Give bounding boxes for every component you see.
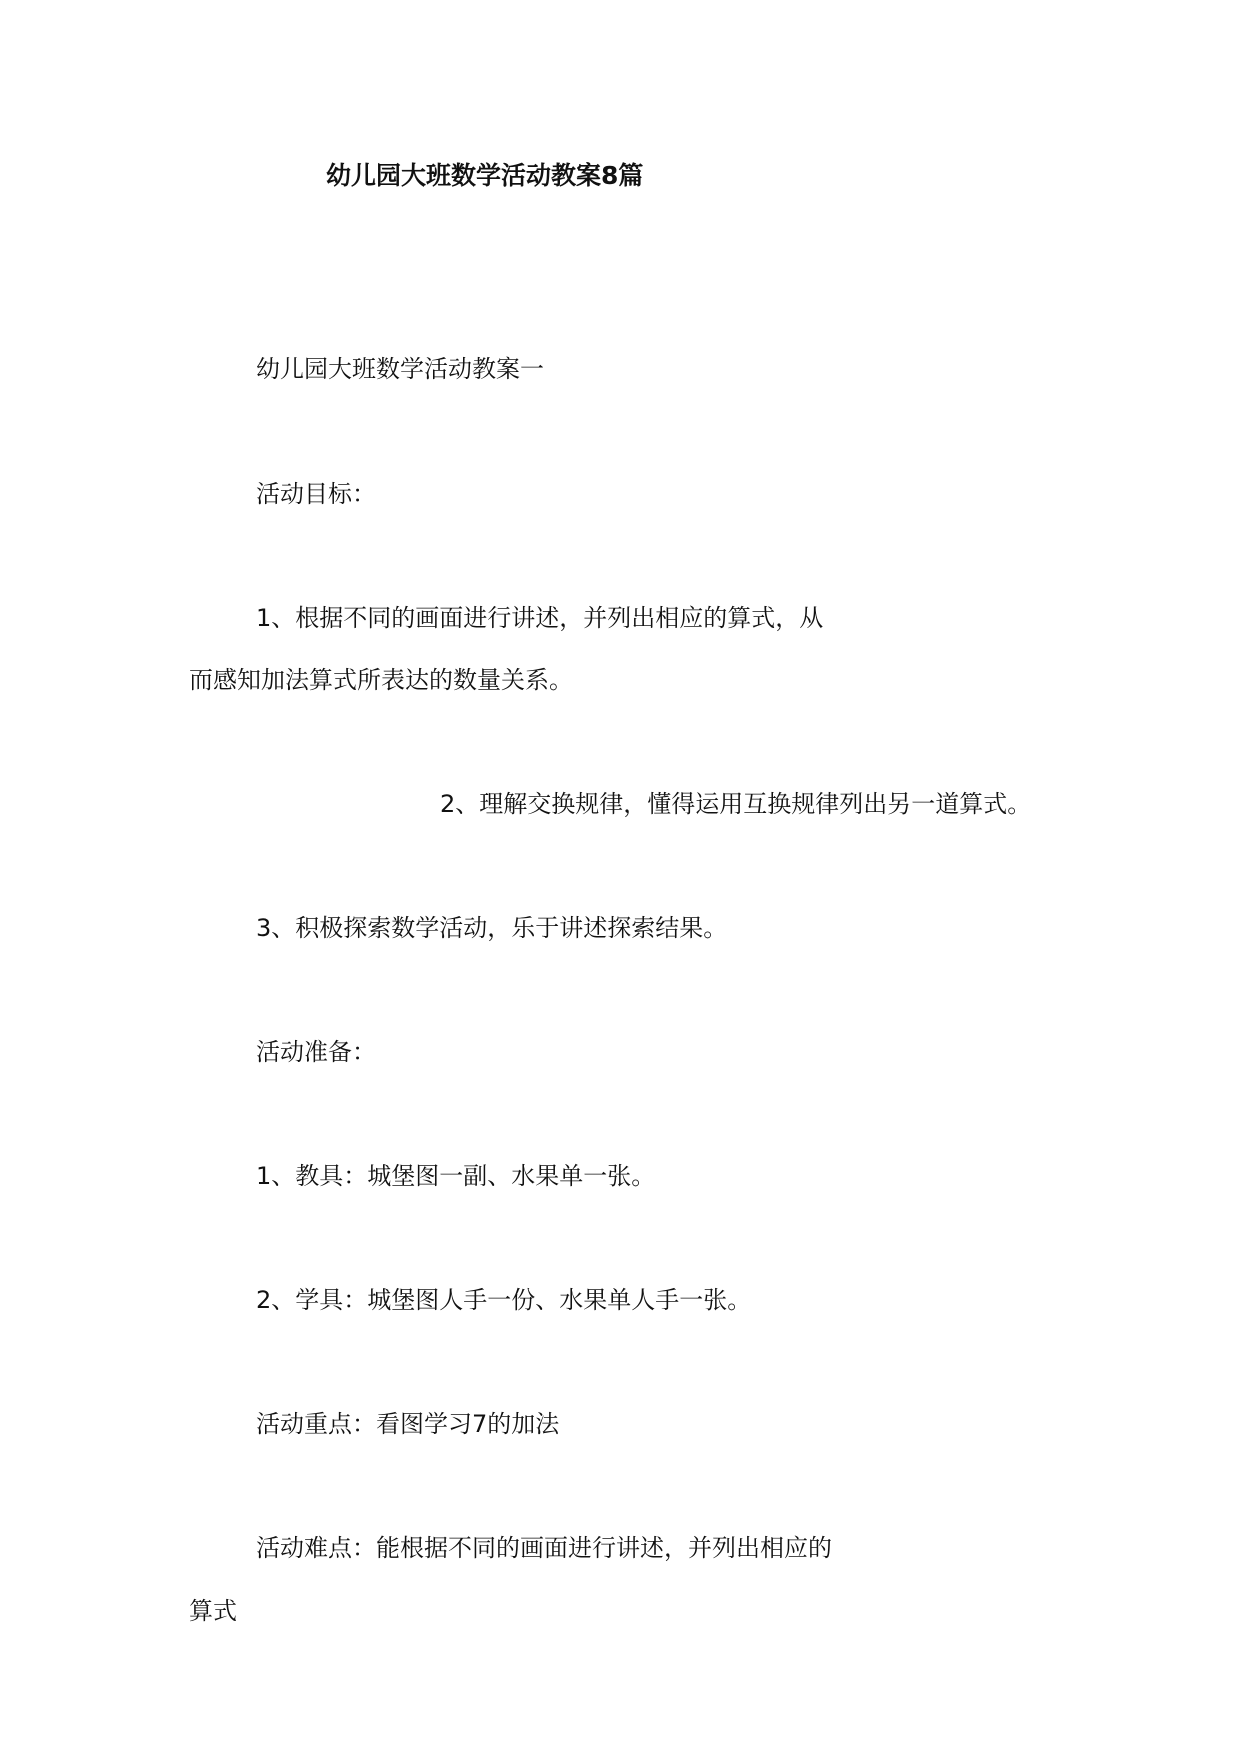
paragraph-line: 活动目标：	[256, 480, 376, 508]
paragraph-line: 2、学具：城堡图人手一份、水果单人手一张。	[256, 1286, 752, 1314]
paragraph-line: 活动重点：看图学习7的加法	[256, 1410, 560, 1438]
paragraph-line: 而感知加法算式所表达的数量关系。	[189, 666, 573, 694]
paragraph-line: 活动难点：能根据不同的画面进行讲述，并列出相应的	[256, 1534, 832, 1562]
paragraph-line: 2、理解交换规律，懂得运用互换规律列出另一道算式。	[440, 790, 1032, 818]
paragraph-line: 活动准备：	[256, 1038, 376, 1066]
paragraph-line: 1、根据不同的画面进行讲述，并列出相应的算式，从	[256, 604, 824, 632]
paragraph-line: 1、教具：城堡图一副、水果单一张。	[256, 1162, 656, 1190]
section-heading: 幼儿园大班数学活动教案一	[256, 355, 544, 383]
paragraph-line: 3、积极探索数学活动，乐于讲述探索结果。	[256, 914, 728, 942]
paragraph-line: 算式	[189, 1597, 237, 1625]
document-title: 幼儿园大班数学活动教案8篇	[326, 161, 644, 190]
